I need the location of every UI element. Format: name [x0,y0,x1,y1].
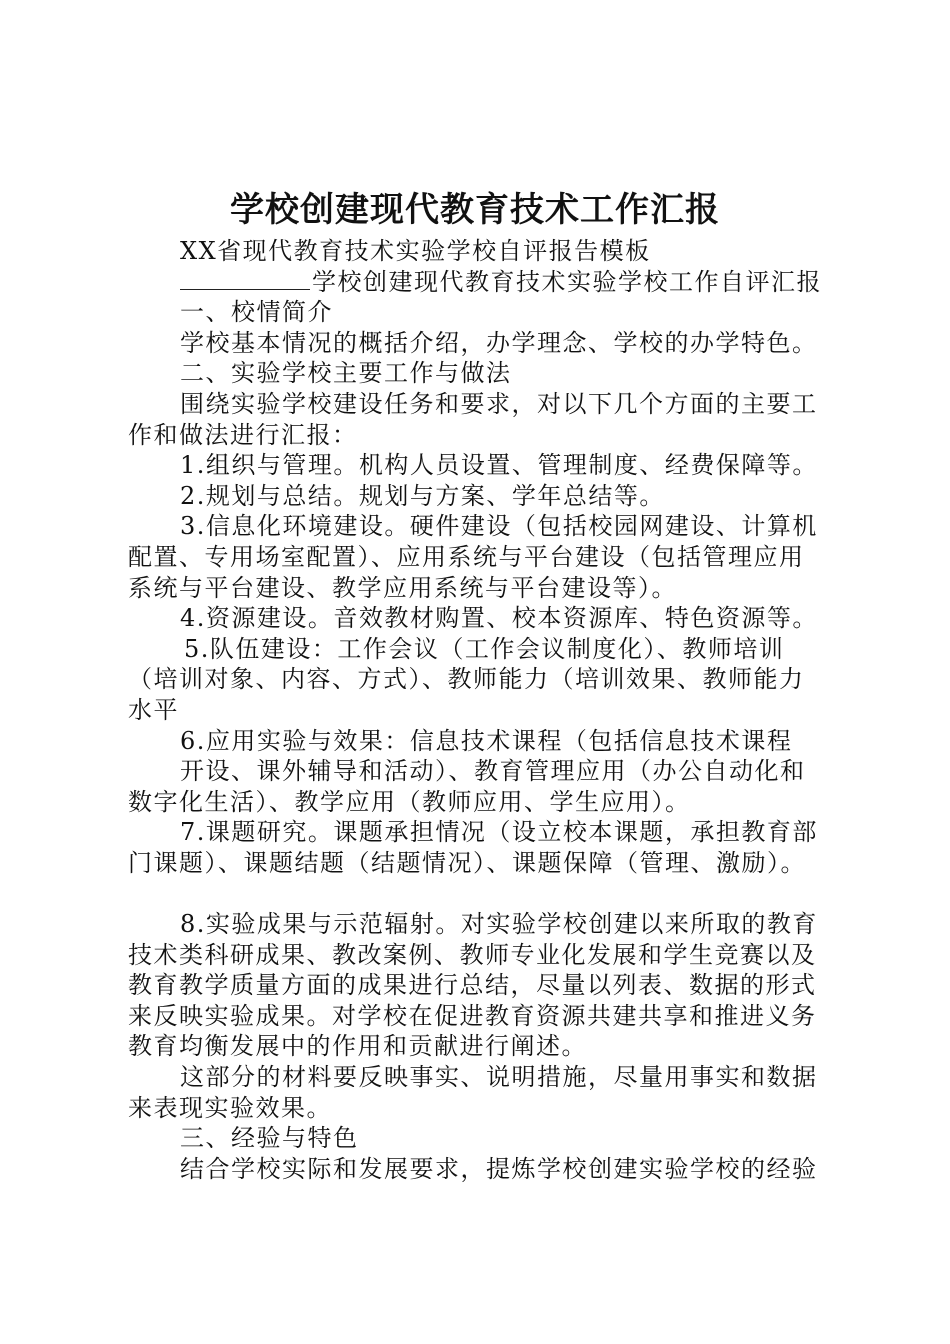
paragraph-line: 开设、课外辅导和活动）、教育管理应用（办公自动化和 [180,757,806,786]
document-body [128,236,838,1184]
list-item: 3.信息化环境建设。硬件建设（包括校园网建设、计算机 [180,512,818,541]
paragraph-line: 门课题）、课题结题（结题情况）、课题保障（管理、激励）。 [128,848,806,877]
paragraph-line: 教育均衡发展中的作用和贡献进行阐述。 [128,1032,587,1061]
document-title: 学校创建现代教育技术工作汇报 [230,190,720,230]
blank-underline [180,267,310,290]
paragraph-line: 作和做法进行汇报： [128,420,358,449]
paragraph-line: 教育教学质量方面的成果进行总结，尽量以列表、数据的形式 [128,971,817,1000]
paragraph-line: XX省现代教育技术实验学校自评报告模板 [180,237,651,265]
list-item: 1.组织与管理。机构人员设置、管理制度、经费保障等。 [180,451,818,480]
paragraph-line: 这部分的材料要反映事实、说明措施，尽量用事实和数据 [180,1063,818,1092]
paragraph-line: 结合学校实际和发展要求，提炼学校创建实验学校的经验 [180,1154,818,1183]
paragraph-line: （培训对象、内容、方式）、教师能力（培训效果、教师能力 [128,665,805,694]
paragraph-line: 配置、专用场室配置）、应用系统与平台建设（包括管理应用 [128,542,805,571]
paragraph-line: 水平 [128,695,179,724]
paragraph-line: 学校基本情况的概括介绍，办学理念、学校的办学特色。 [180,328,818,357]
paragraph-line [128,267,838,298]
paragraph-line: 数字化生活）、教学应用（教师应用、学生应用）。 [128,787,691,816]
paragraph-line: 来反映实验成果。对学校在促进教育资源共建共享和推进义务 [128,1001,817,1030]
paragraph-line: 来表现实验效果。 [128,1093,332,1122]
list-item: 6.应用实验与效果：信息技术课程（包括信息技术课程 [180,726,793,755]
subtitle-text: 学校创建现代教育技术实验学校工作自评汇报 [312,267,822,296]
paragraph-line: 技术类科研成果、教改案例、教师专业化发展和学生竞赛以及 [128,940,817,969]
section-heading: 三、经验与特色 [180,1124,359,1153]
paragraph-line: 围绕实验学校建设任务和要求，对以下几个方面的主要工 [180,389,818,418]
list-item: 4.资源建设。音效教材购置、校本资源库、特色资源等。 [180,604,818,633]
list-item: 2.规划与总结。规划与方案、学年总结等。 [180,481,665,510]
list-item: 8.实验成果与示范辐射。对实验学校创建以来所取的教育 [180,910,818,939]
list-item: 7.课题研究。课题承担情况（设立校本课题，承担教育部 [180,818,818,847]
section-heading: 二、实验学校主要工作与做法 [180,359,512,388]
list-item: 5.队伍建设：工作会议（工作会议制度化）、教师培训 [184,634,785,663]
section-heading: 一、校情简介 [180,298,333,327]
paragraph-line: 系统与平台建设、教学应用系统与平台建设等）。 [128,573,677,602]
blank-line [128,878,838,909]
